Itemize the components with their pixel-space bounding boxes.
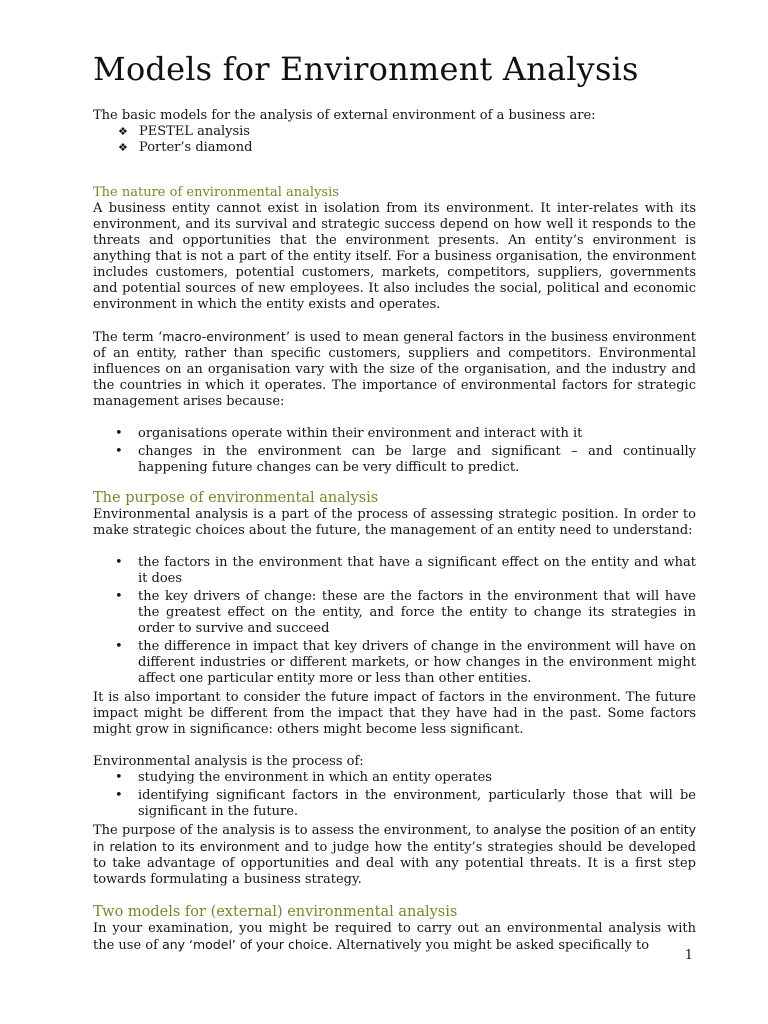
list-item: • the factors in the environment that have a significant effect on the entity and what it does xyxy=(115,555,696,586)
bullet-icon: • xyxy=(115,426,123,441)
bullet-icon: • xyxy=(115,444,123,459)
list-item: • changes in the environment can be large and significant – and continually happening future changes can be very difficult to predict. xyxy=(115,444,696,475)
page-number: 1 xyxy=(684,948,693,963)
purpose-paragraph-1: Environmental analysis is a part of the process of assessing strategic position. In order to make strategic choices about the future, the management of an entity need to understand: xyxy=(93,507,696,538)
intro-text: The basic models for the analysis of external environment of a business are: xyxy=(93,108,596,123)
term-analyse-position: analyse the position of an entity in relation to its environment xyxy=(93,822,697,854)
nature-bullets xyxy=(93,426,696,476)
list-item-text: Porter’s diamond xyxy=(139,140,253,155)
intro-list xyxy=(93,124,696,156)
two-models-paragraph-1: In your examination, you might be required to carry out an environmental analysis with the use of any ‘model’ of your choice. Alternatively you might be asked specifically to xyxy=(93,921,696,953)
term-macro-environment: macro-environment xyxy=(162,329,286,344)
bullet-icon: • xyxy=(115,555,123,570)
purpose-bullets-2 xyxy=(93,770,696,820)
bullet-icon: • xyxy=(115,639,123,654)
list-item: • studying the environment in which an entity operates xyxy=(115,770,492,785)
term-future-impact: future impact xyxy=(331,689,417,704)
bullet-icon: • xyxy=(115,788,123,803)
purpose-paragraph-4: The purpose of the analysis is to assess the environment, to analyse the position of an entity in relation to its environment and to judge how the entity’s strategies should be developed to take advantage of opportunities and deal with any potential threats. It is a first step towards formulating a business strategy. xyxy=(93,822,697,887)
nature-paragraph-2: The term ‘macro-environment’ is used to mean general factors in the business environment of an entity, rather than specific customers, suppliers and competitors. Environmental influences on an organisation vary with the size of the organisation, and the industry and the countries in which it operates. The importance of environmental factors for strategic management arises because: xyxy=(93,329,697,409)
purpose-paragraph-2: It is also important to consider the future impact of factors in the environment. The future impact might be different from the impact that they have had in the past. Some factors might grow in significance: others might become less significant. xyxy=(93,689,696,737)
list-item xyxy=(93,124,696,140)
list-item: • identifying significant factors in the environment, particularly those that will be significant in the future. xyxy=(115,788,696,819)
bullet-icon: • xyxy=(115,589,123,604)
bullet-icon: • xyxy=(115,770,123,785)
section-heading-two-models: Two models for (external) environmental analysis xyxy=(93,904,458,920)
list-item-text: PESTEL analysis xyxy=(139,124,250,139)
nature-paragraph-1: A business entity cannot exist in isolation from its environment. It inter-relates with its environment, and its survival and strategic success depend on how well it responds to the threats and opportunities that the environment presents. An entity’s environment is anything that is not a part of the entity itself. For a business organisation, the environment includes customers, potential customers, markets, competitors, suppliers, governments and potential sources of new employees. It also includes the social, political and economic environment in which the entity exists and operates. xyxy=(93,201,696,312)
section-heading-purpose: The purpose of environmental analysis xyxy=(93,490,379,506)
diamond-bullet-icon: ❖ xyxy=(118,141,128,154)
list-item xyxy=(93,140,696,156)
diamond-bullet-icon: ❖ xyxy=(118,125,128,138)
list-item: • the difference in impact that key drivers of change in the environment will have on different industries or different markets, or how changes in the environment might affect one particular entity more or less than other entities. xyxy=(115,639,696,686)
list-item: • organisations operate within their environment and interact with it xyxy=(115,426,583,441)
purpose-paragraph-3: Environmental analysis is the process of: xyxy=(93,754,364,769)
purpose-bullets xyxy=(93,555,696,687)
term-any-model: any ‘model’ of your choice xyxy=(162,937,329,952)
section-heading-nature: The nature of environmental analysis xyxy=(93,185,339,200)
page-title: Models for Environment Analysis xyxy=(93,50,639,88)
list-item: • the key drivers of change: these are the factors in the environment that will have the greatest effect on the entity, and force the entity to change its strategies in order to survive and succeed xyxy=(115,589,696,636)
